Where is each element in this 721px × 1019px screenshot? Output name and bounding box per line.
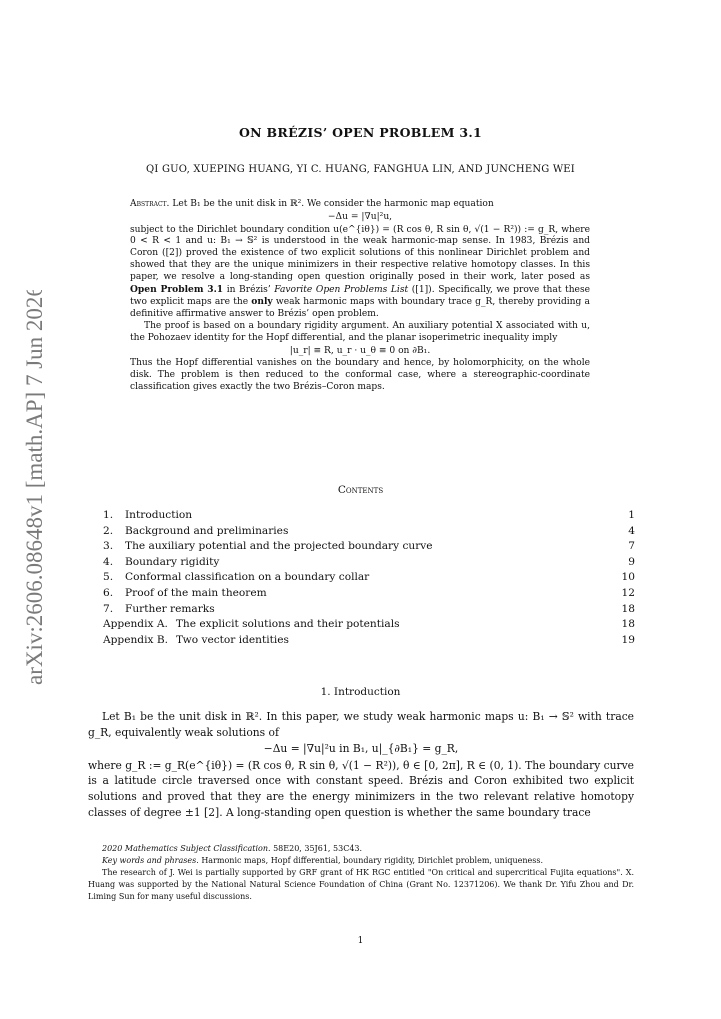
- toc-entry-number: 3.: [103, 540, 114, 553]
- toc-entry-page: 7: [628, 540, 635, 553]
- toc-entry-page: 18: [621, 602, 635, 615]
- toc-entry[interactable]: [103, 524, 635, 540]
- toc-entry-title: [103, 570, 369, 586]
- abstract-intro: [130, 199, 590, 211]
- keywords-label: Key words and phrases.: [102, 856, 199, 865]
- toc-entry[interactable]: [103, 602, 635, 618]
- intro-paragraph-1: Let B₁ be the unit disk in ℝ². In this paper, we study weak harmonic maps u: B₁ → 𝕊² with trace g_R, equivalently weak solutions of: [88, 710, 634, 739]
- table-of-contents: [103, 508, 635, 648]
- toc-entry-title: [103, 602, 215, 618]
- toc-appendix-label: Appendix A.: [103, 618, 168, 631]
- abstract-equation-2: |u_r| ≡ R, u_r · u_θ ≡ 0 on ∂B₁.: [289, 345, 431, 356]
- footnote-funding: The research of J. Wei is partially supported by GRF grant of HK RGC entitled "On critical and supercritical Fujita equations". X. Huang was supported by the National Natural Science Foundation of China (Grant No. 12371206). We thank Dr. Yifu Zhou and Dr. Liming Sun for many useful discussions.: [88, 868, 634, 901]
- toc-entry-number: 1.: [103, 509, 114, 521]
- paper-authors: QI GUO, XUEPING HUANG, YI C. HUANG, FANGHUA LIN, AND JUNCHENG WEI: [146, 164, 575, 175]
- toc-entry[interactable]: [103, 539, 635, 555]
- only-bold: only: [251, 296, 273, 308]
- msc-codes: 58E20, 35J61, 53C43.: [273, 844, 363, 853]
- toc-entry-page: 1: [628, 509, 635, 521]
- toc-entry-text: Proof of the main theorem: [125, 586, 267, 599]
- toc-entry-title: [103, 617, 400, 633]
- abstract-paragraph-3: Thus the Hopf differential vanishes on the boundary and hence, by holomorphicity, on the whole disk. The problem is then reduced to the conformal case, where a stereographic-coordinate classification gives exactly the two Brézis–Coron maps.: [130, 358, 590, 392]
- section-heading-introduction: 1. Introduction: [320, 686, 401, 698]
- toc-appendix-entry[interactable]: [103, 617, 635, 633]
- toc-entry-page: 19: [621, 633, 635, 646]
- toc-entry-page: 12: [621, 586, 635, 599]
- toc-entry-page: 18: [621, 618, 635, 631]
- toc-entry-number: 6.: [103, 586, 114, 599]
- abstract-intro-text: Let B₁ be the unit disk in ℝ². We consider the harmonic map equation: [172, 199, 494, 209]
- toc-entry-page: 9: [628, 555, 635, 568]
- paper-title: ON BRÉZIS’ OPEN PROBLEM 3.1: [238, 125, 483, 140]
- abstract-p1-a: subject to the Dirichlet boundary condition u(e^{iθ}) = (R cos θ, R sin θ, √(1 − R²)) := g_R, where 0 < R < 1 and u: B₁ → 𝕊² is understood in the weak harmonic-map sense. In 1983, Brézis and Coron ([2]) proved the existence of two explicit solutions of this nonlinear Dirichlet problem and showed that they are the unique minimizers in their respective relative homotopy classes. In this paper, we resolve a long-standing open question originally posed in their work, later posed as: [130, 224, 590, 282]
- toc-entry-number: 2.: [103, 524, 114, 537]
- toc-entry-title: [103, 555, 219, 571]
- toc-entry-text: Boundary rigidity: [125, 555, 220, 568]
- introduction-body: [88, 709, 634, 820]
- toc-entry-title: [103, 539, 433, 555]
- toc-entry-number: 4.: [103, 555, 114, 568]
- toc-entry-text: The auxiliary potential and the projected boundary curve: [125, 540, 433, 553]
- abstract-paragraph-2: The proof is based on a boundary rigidity argument. An auxiliary potential X associated with u, the Pohozaev identity for the Hopf differential, and the planar isoperimetric inequality imply: [130, 320, 590, 343]
- toc-entry-text: Further remarks: [125, 602, 215, 615]
- toc-entry-text: The explicit solutions and their potentials: [175, 618, 400, 631]
- favorite-list-italic: Favorite Open Problems List: [274, 284, 409, 295]
- msc-label: 2020 Mathematics Subject Classification.: [102, 844, 271, 853]
- toc-appendix-label: Appendix B.: [103, 633, 168, 646]
- toc-entry-title: [103, 586, 267, 602]
- toc-entry-title: [103, 633, 289, 649]
- toc-entry-page: 10: [621, 571, 635, 584]
- toc-entry-number: 7.: [103, 602, 114, 615]
- toc-appendix-entry[interactable]: [103, 633, 635, 649]
- abstract-p1-c: ([1]). Specifically, we prove that these two explicit maps are the: [130, 284, 590, 308]
- abstract-paragraph-1: [130, 225, 590, 321]
- intro-paragraph-2: where g_R := g_R(e^{iθ}) = (R cos θ, R sin θ, √(1 − R²)), θ ∈ [0, 2π], R ∈ (0, 1). The boundary curve is a latitude circle traversed once with constant speed. Brézis and Coron exhibited two explicit solutions and proved that they are the energy minimizers in the two relevant relative homotopy classes of degree ±1 [2]. A long-standing open question is whether the same boundary trace: [88, 758, 634, 819]
- toc-entry-text: Introduction: [125, 509, 193, 521]
- toc-entry[interactable]: [103, 555, 635, 571]
- footnote-keywords: [88, 855, 634, 867]
- toc-entry[interactable]: [103, 508, 635, 524]
- open-problem-bold: Open Problem 3.1: [130, 283, 224, 295]
- toc-entry-text: Conformal classification on a boundary collar: [125, 571, 370, 584]
- toc-entry[interactable]: [103, 570, 635, 586]
- abstract: [130, 199, 590, 394]
- abstract-label: Abstract.: [130, 199, 170, 209]
- toc-entry-page: 4: [628, 524, 635, 537]
- toc-entry[interactable]: [103, 586, 635, 602]
- intro-equation: −Δu = |∇u|²u in B₁, u|_{∂B₁} = g_R,: [263, 742, 459, 756]
- abstract-p1-b: in Brézis’: [226, 284, 271, 295]
- toc-entry-number: 5.: [103, 571, 114, 584]
- toc-entry-title: [103, 524, 288, 540]
- abstract-p1-d: weak harmonic maps with boundary trace g_R, thereby providing a definitive affirmative answer to Brézis’ open problem.: [130, 297, 590, 320]
- footnotes: [88, 843, 634, 903]
- toc-entry-title: [103, 508, 192, 524]
- footnote-msc: [88, 843, 634, 855]
- keywords: Harmonic maps, Hopf differential, boundary rigidity, Dirichlet problem, uniqueness.: [201, 856, 544, 865]
- page-number: 1: [357, 936, 364, 946]
- toc-entry-text: Background and preliminaries: [125, 524, 289, 537]
- contents-heading: Contents: [337, 484, 384, 496]
- abstract-equation-1: −Δu = |∇u|²u,: [327, 211, 393, 222]
- toc-entry-text: Two vector identities: [175, 633, 289, 646]
- arxiv-stamp-text: arXiv:2606.08648v1 [math.AP] 7 Jun 2026: [22, 290, 47, 685]
